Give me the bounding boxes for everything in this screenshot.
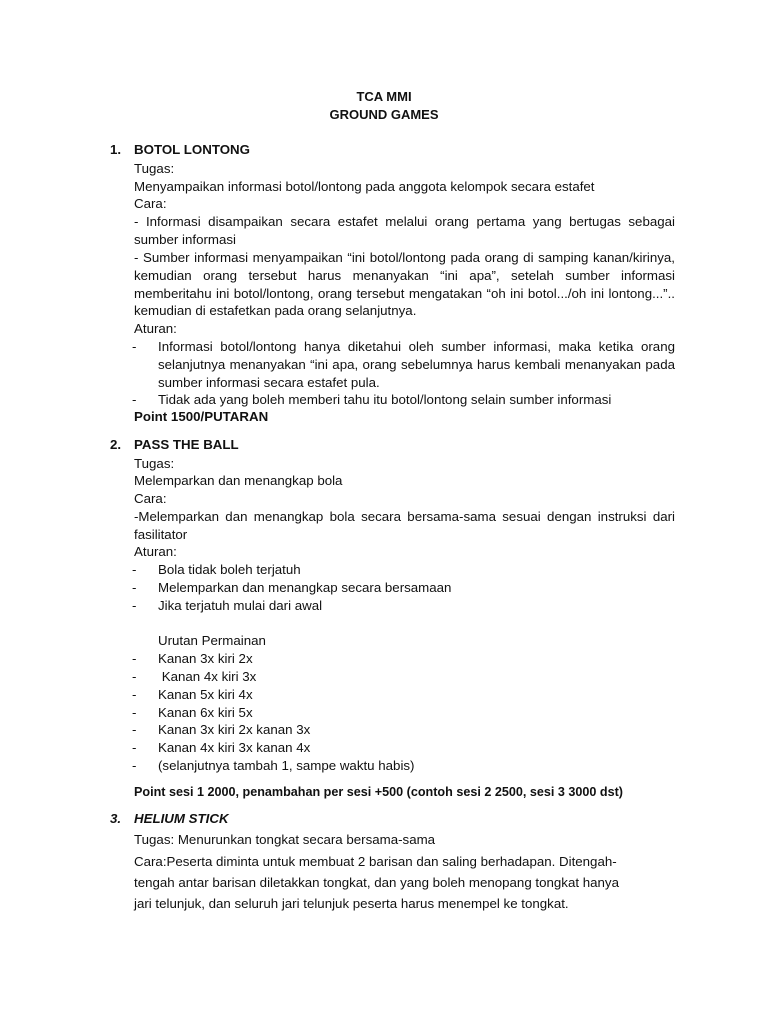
cara-text-2: tengah antar barisan diletakkan tongkat, dan yang boleh menopang tongkat hanya xyxy=(134,875,619,890)
cara-label: Cara: xyxy=(134,491,167,506)
cara-text-3: jari telunjuk, dan seluruh jari telunjuk peserta harus menempel ke tongkat. xyxy=(134,896,569,911)
section-number: 3. xyxy=(110,811,122,826)
tugas-text: Menyampaikan informasi botol/lontong pada anggota kelompok secara estafet xyxy=(134,179,595,194)
section-number: 1. xyxy=(110,142,122,157)
document-subtitle: GROUND GAMES xyxy=(329,107,439,122)
urutan-label: Urutan Permainan xyxy=(158,633,266,648)
section-heading: HELIUM STICK xyxy=(134,811,229,826)
tugas-text: Melemparkan dan menangkap bola xyxy=(134,473,343,488)
document-page: TCA MMI GROUND GAMES 1. BOTOL LONTONG Tugas: Menyampaikan informasi botol/lontong pada anggota kelompok secara estafet Cara: - Informasi disampaikan secara estafet melalui orang pertama yang bertugas sebagai sumber informasi - Sumber informasi menyampaikan “ini botol/lontong pada orang di samping kanan/kirinya, kemudian orang tersebut harus menanyakan “ini apa”, setelah sumber informasi memberitahu ini botol/lontong, orang tersebut mengatakan “oh ini botol.../oh ini lontong...”.. kemudian di estafetkan pada orang selanjutnya. Aturan: - Informasi botol/lontong hanya diketahui oleh sumber informasi, maka ketika orang selanjutnya menanyakan “ini apa, orang sebelumnya harus kembali menanyakan pada sumber informasi secara estafet pula. - Tidak ada yang boleh memberi tahu itu botol/lontong selain sumber informasi Point 1500/PUTARAN 2. PASS THE BALL Tugas: Melemparkan dan menangkap bola Cara: -Melemparkan dan menangkap bola secara bersama-sama sesuai dengan instruksi dari fasilitator Aturan: - Bola tidak boleh terjatuh - Melemparkan dan menangkap secara bersamaan - Jika terjatuh mulai dari awal Urutan Permainan - Kanan 3x kiri 2x - Kanan 4x kiri 3x - Kanan 5x kiri 4x - Kanan 6x kiri 5x - Kanan 3x kiri 2x kanan 3x - Kanan 4x kiri 3x kanan 4x - (selanjutnya tambah 1, sampe waktu habis) Point sesi 1 2000, penambahan per sesi +500 (contoh sesi 2 2500, sesi 3 3000 dst) 3. HELIUM STICK Tugas: Menurunkan tongkat secara bersama-sama Cara:Peserta diminta untuk membuat 2 barisan dan saling berhadapan. Ditengah- tengah antar barisan diletakkan tongkat, dan yang boleh menopang tongkat hanya jari telunjuk, dan seluruh jari telunjuk peserta harus menempel ke tongkat. xyxy=(0,0,768,1024)
tugas-label: Tugas: xyxy=(134,161,175,176)
section-heading: BOTOL LONTONG xyxy=(134,142,250,157)
cara-text-1: - Informasi disampaikan secara estafet melalui orang pertama yang bertugas sebagai sumber informasi xyxy=(134,214,675,247)
section-point: Point sesi 1 2000, penambahan per sesi +500 (contoh sesi 2 2500, sesi 3 3000 dst) xyxy=(134,785,623,799)
document-title: TCA MMI xyxy=(356,89,412,104)
tugas-label: Tugas: xyxy=(134,456,175,471)
cara-text-2: - Sumber informasi menyampaikan “ini botol/lontong pada orang di samping kanan/kirinya, kemudian orang tersebut harus menanyakan “ini apa”, setelah sumber informasi memberitahu ini botol/lontong, orang tersebut mengatakan “oh ini botol.../oh ini lontong...”.. kemudian di estafetkan pada orang selanjutnya. xyxy=(134,250,675,319)
cara-label: Cara: xyxy=(134,196,167,211)
tugas-text: Tugas: Menurunkan tongkat secara bersama-sama xyxy=(134,832,436,847)
cara-text-1: -Melemparkan dan menangkap bola secara bersama-sama sesuai dengan instruksi dari fasilitator xyxy=(134,509,675,542)
aturan-label: Aturan: xyxy=(134,321,177,336)
section-heading: PASS THE BALL xyxy=(134,437,239,452)
section-point: Point 1500/PUTARAN xyxy=(134,409,269,424)
aturan-label: Aturan: xyxy=(134,544,177,559)
cara-text-1: Cara:Peserta diminta untuk membuat 2 barisan dan saling berhadapan. Ditengah- xyxy=(134,854,617,869)
section-number: 2. xyxy=(110,437,122,452)
